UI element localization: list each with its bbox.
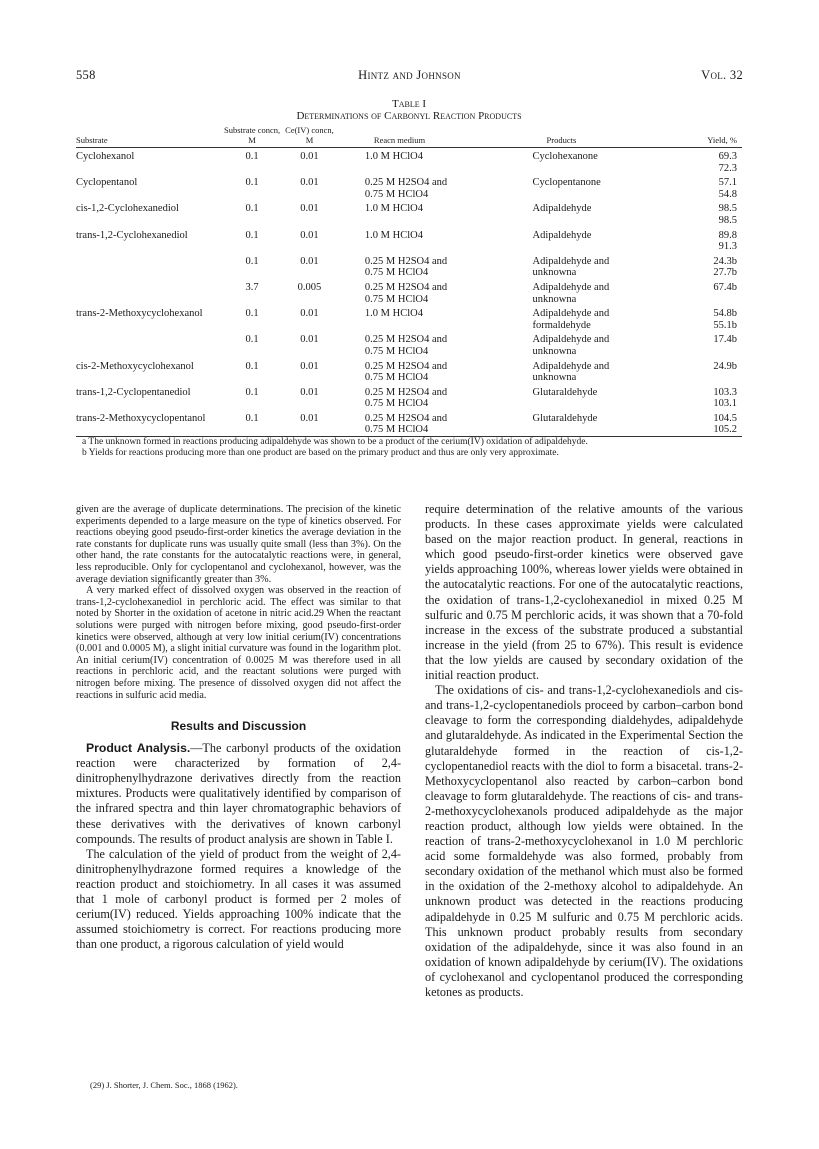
table-cell	[675, 372, 742, 384]
table-cell: 0.01	[300, 177, 319, 189]
table-cell	[338, 241, 533, 253]
table-cell: 0.1	[245, 151, 259, 162]
table-cell: 1.0 M HClO4	[364, 203, 423, 215]
table-row	[76, 346, 742, 358]
table-cell	[533, 398, 675, 410]
table-cell: 0.01	[300, 360, 319, 372]
paragraph	[76, 741, 401, 847]
table-cell: 0.75 M HClO4	[364, 372, 429, 384]
table-row	[76, 305, 742, 320]
table-row	[76, 358, 742, 373]
table-cell	[223, 398, 281, 410]
paragraph: The oxidations of cis- and trans-1,2-cyclohexanediols and cis- and trans-1,2-cyclopentanediols proceed by carbon–carbon bond cleavage to form the corresponding dialdehydes, adipaldehyde and glutaraldehyde. As indicated in the Experimental Section the glutaraldehyde formed in the reaction of cis-1,2-cyclopentanediol reacts with the diol to form a bisacetal. trans-2-Methoxycyclopentanol also reacted by carbon–carbon bond cleavage to form glutaraldehyde. The reactions of cis- and trans-2-methoxycyclohexanols produced adipaldehyde as the major reaction product, although low yields were obtained. In the reaction of trans-2-methoxycyclohexanol in 1.0 M perchloric acid some formaldehyde was also formed, probably from secondary oxidation of the methanol which must also be formed in the oxidation of the 2-methoxy alcohol to adipaldehyde. An unknown product was detected in the reactions producing adipaldehyde in 0.25 M sulfuric and 0.75 M perchloric acids. This unknown product probably results from secondary oxidation of the adipaldehyde, since it was also found in an oxidation of known adipaldehyde by cerium(IV). The oxidations of cyclohexanol and cyclopentanol produced the corresponding ketones as products.	[425, 683, 743, 999]
table-cell	[281, 398, 338, 410]
table-row	[76, 200, 742, 215]
table-cell	[223, 346, 281, 358]
table-cell: 27.7b	[713, 267, 737, 279]
table-title: Determinations of Carbonyl Reaction Products	[296, 110, 522, 122]
table-row	[76, 174, 742, 189]
table-cell: 0.25 M H2SO4 and	[364, 386, 448, 398]
table-cell: 0.1	[245, 360, 259, 372]
table-cell: unknowna	[532, 345, 577, 357]
table-row	[76, 279, 742, 294]
table-row	[76, 398, 742, 410]
table-cell: unknowna	[532, 267, 577, 279]
table-cell: 89.8	[718, 229, 737, 241]
column-header: Yield, %	[675, 126, 742, 148]
table-cell: Glutaraldehyde	[532, 412, 598, 424]
table-cell: Cyclopentanone	[532, 177, 601, 189]
table-cell	[223, 320, 281, 332]
column-header: Substrate concn, M	[223, 126, 281, 148]
table-cell	[223, 372, 281, 384]
table-cell: 0.75 M HClO4	[364, 424, 429, 436]
table-cell	[338, 320, 533, 332]
table-cell: 1.0 M HClO4	[364, 308, 423, 320]
table-cell: Cyclopentanol	[76, 177, 138, 189]
table-cell: 55.1b	[713, 319, 737, 331]
table-cell	[223, 424, 281, 436]
table-cell: 0.25 M H2SO4 and	[364, 255, 448, 267]
table-cell: 0.1	[245, 229, 259, 241]
table-cell	[533, 189, 675, 201]
table-cell	[76, 346, 223, 358]
table-cell	[76, 331, 223, 346]
table-cell	[338, 215, 533, 227]
table-cell	[281, 372, 338, 384]
table-cell: 0.01	[300, 203, 319, 215]
table-cell	[76, 372, 223, 384]
table-cell: 69.3	[718, 151, 737, 162]
table-cell	[281, 346, 338, 358]
table-cell: Adipaldehyde and	[532, 308, 610, 320]
table-cell: Adipaldehyde and	[532, 255, 610, 267]
table-cell	[281, 320, 338, 332]
table-cell: unknowna	[532, 293, 577, 305]
table-cell: 0.25 M H2SO4 and	[364, 360, 448, 372]
table-cell: 0.75 M HClO4	[364, 398, 429, 410]
table-cell: 98.5	[718, 203, 737, 215]
table-cell	[281, 267, 338, 279]
table-cell: 0.25 M H2SO4 and	[364, 177, 448, 189]
table-cell: Adipaldehyde	[532, 229, 592, 241]
table-cell: 54.8	[718, 188, 737, 200]
table-cell: 0.1	[245, 386, 259, 398]
table-row	[76, 253, 742, 268]
column-header: Substrate	[76, 126, 223, 148]
table-cell	[533, 215, 675, 227]
table-label: Table I	[391, 98, 427, 110]
table-cell	[76, 189, 223, 201]
table-row	[76, 320, 742, 332]
table-row	[76, 163, 742, 175]
footnote-b: b Yields for reactions producing more than one product are based on the primary product and thus are only very approximate.	[82, 448, 559, 459]
table-cell: trans-2-Methoxycyclopentanol	[76, 412, 206, 424]
right-column	[425, 502, 743, 1000]
table-cell	[281, 294, 338, 306]
table-cell	[533, 241, 675, 253]
table-cell	[223, 294, 281, 306]
paragraph: require determination of the relative amounts of the various products. In these cases approximate yields were calculated based on the major reaction product. In general, reactions in which good pseudo-first-order kinetics were observed gave yields approaching 100%, whereas lower yields were obtained in the autocatalytic reactions. For one of the autocatalytic reactions, the oxidation of trans-1,2-cyclohexanediol in mixed 0.25 M sulfuric and 0.75 M perchloric acids, it was shown that a 70-fold increase in the excess of the substrate produced a substantial increase in the yield (from 25 to 67%). This result is evidence that the low yields are caused by secondary oxidation of the initial reaction product.	[425, 502, 743, 683]
table-cell: 0.01	[300, 412, 319, 424]
table-cell	[223, 241, 281, 253]
table-cell: 0.01	[300, 229, 319, 241]
table-cell	[338, 163, 533, 175]
table-cell	[223, 189, 281, 201]
table-cell	[76, 215, 223, 227]
table-cell: cis-1,2-Cyclohexanediol	[76, 203, 179, 215]
table-cell: 24.3b	[713, 255, 737, 267]
table-cell	[533, 163, 675, 175]
table-cell	[76, 241, 223, 253]
table-cell: 1.0 M HClO4	[364, 151, 423, 162]
table-cell: Adipaldehyde and	[532, 334, 610, 346]
table-cell: Glutaraldehyde	[532, 386, 598, 398]
table-cell: Adipaldehyde and	[532, 281, 610, 293]
column-header: Products	[533, 126, 675, 148]
table-row	[76, 189, 742, 201]
table-row	[76, 148, 742, 163]
table-cell: Adipaldehyde and	[532, 360, 610, 372]
table-cell: 0.75 M HClO4	[364, 345, 429, 357]
table-cell: 0.75 M HClO4	[364, 267, 429, 279]
table-cell: 104.5	[713, 412, 737, 424]
table-cell: Cyclohexanol	[76, 151, 135, 162]
table-cell	[675, 294, 742, 306]
table-cell	[281, 424, 338, 436]
footnote-a: a The unknown formed in reactions producing adipaldehyde was shown to be a product of the cerium(IV) oxidation of adipaldehyde.	[82, 437, 588, 448]
table-cell: 0.1	[245, 255, 259, 267]
table-cell	[223, 267, 281, 279]
table-cell: 1.0 M HClO4	[364, 229, 423, 241]
table-row	[76, 294, 742, 306]
table-1	[76, 98, 742, 459]
table-row	[76, 227, 742, 242]
table-cell	[675, 346, 742, 358]
table-cell	[76, 398, 223, 410]
table-cell	[281, 215, 338, 227]
table-cell	[281, 163, 338, 175]
table-row	[76, 424, 742, 436]
table-cell: 105.2	[713, 424, 737, 436]
table-cell: 0.25 M H2SO4 and	[364, 334, 448, 346]
table-cell: formaldehyde	[532, 319, 591, 331]
table-cell: 0.01	[300, 308, 319, 320]
page-number: 558	[76, 68, 96, 82]
table-cell: 67.4b	[713, 281, 737, 293]
paragraph-text: —The carbonyl products of the oxidation reaction were characterized by formation of 2,4-dinitrophenylhydrazone derivatives directly from the reaction mixtures. Products were qualitatively identified by comparison of the infrared spectra and thin layer chromatographic behaviors of these derivatives with the derivatives of known carbonyl compounds. The results of product analysis are shown in Table I.	[76, 741, 401, 846]
run-in-heading: Product Analysis.	[86, 741, 191, 756]
table-cell: 0.1	[245, 177, 259, 189]
column-header: Ce(IV) concn, M	[281, 126, 338, 148]
table-cell: 0.01	[300, 255, 319, 267]
table-cell: trans-2-Methoxycyclohexanol	[76, 308, 203, 320]
table-cell: 72.3	[718, 162, 737, 174]
table-cell	[223, 215, 281, 227]
table-cell	[281, 189, 338, 201]
table-cell: 24.9b	[713, 360, 737, 372]
table-cell	[223, 163, 281, 175]
reference: (29) J. Shorter, J. Chem. Soc., 1868 (1962).	[90, 1080, 238, 1090]
table-cell: trans-1,2-Cyclopentanediol	[76, 386, 191, 398]
table-cell: 0.1	[245, 308, 259, 320]
table-cell: 0.75 M HClO4	[364, 188, 429, 200]
paragraph: A very marked effect of dissolved oxygen was observed in the reaction of trans-1,2-cyclohexanediol in perchloric acid. The effect was similar to that noted by Shorter in the oxidation of acetone in nitric acid.29 When the reactant solutions were purged with nitrogen before mixing, good pseudo-first-order kinetics were observed, although at very low initial cerium(IV) concentrations (0.001 and 0.0005 M), a slight initial curvature was found in the logarithm plot. An initial cerium(IV) concentration of 0.0025 M was therefore used in all reactions in perchloric acid, and the reactant solutions were purged with nitrogen before mixing. The presence of dissolved oxygen did not affect the reactions in sulfuric acid media.	[76, 585, 401, 701]
table-cell	[533, 424, 675, 436]
column-header: Reacn medium	[338, 126, 533, 148]
table-cell	[76, 163, 223, 175]
table-cell: 0.75 M HClO4	[364, 293, 429, 305]
table-cell: 0.01	[300, 386, 319, 398]
left-column	[76, 504, 401, 952]
table-cell: 57.1	[718, 177, 737, 189]
table-cell: 0.1	[245, 203, 259, 215]
products-table	[76, 126, 742, 436]
table-cell: 0.25 M H2SO4 and	[364, 412, 448, 424]
section-heading: Results and Discussion	[170, 719, 307, 734]
volume-label: Vol. 32	[701, 68, 743, 82]
table-cell: 17.4b	[713, 334, 737, 346]
table-cell: unknowna	[532, 372, 577, 384]
table-cell	[76, 320, 223, 332]
table-cell: 3.7	[245, 281, 259, 293]
table-cell: cis-2-Methoxycyclohexanol	[76, 360, 194, 372]
table-cell: 0.005	[297, 281, 322, 293]
table-cell	[76, 279, 223, 294]
table-cell	[76, 424, 223, 436]
table-cell	[76, 267, 223, 279]
table-cell: 0.01	[300, 334, 319, 346]
table-cell: 91.3	[718, 241, 737, 253]
table-cell: 0.1	[245, 334, 259, 346]
table-row	[76, 372, 742, 384]
table-cell: Adipaldehyde	[532, 203, 592, 215]
paragraph: given are the average of duplicate determinations. The precision of the kinetic experiments depended to a large measure on the type of kinetics observed. For reactions obeying good pseudo-first-order kinetics the average deviation in the rate constants for duplicate runs was usually quite small (less than 3%). On the other hand, the rate constants for the autocatalytic reactions were, in general, less reproducible. Only for cyclopentanol and cyclohexanol, however, was the average deviation significantly greater than 3%.	[76, 504, 401, 585]
table-cell	[76, 294, 223, 306]
table-cell: 103.3	[713, 386, 737, 398]
table-cell: 0.01	[300, 151, 319, 162]
table-cell	[281, 241, 338, 253]
table-cell: trans-1,2-Cyclohexanediol	[76, 229, 188, 241]
table-cell: 0.25 M H2SO4 and	[364, 281, 448, 293]
table-cell: 98.5	[718, 214, 737, 226]
table-cell: Cyclohexanone	[532, 151, 598, 162]
table-cell: 103.1	[713, 398, 737, 410]
table-row	[76, 410, 742, 425]
paragraph: The calculation of the yield of product from the weight of 2,4-dinitrophenylhydrazone formed requires a knowledge of the reaction product and stoichiometry. In all cases it was assumed that 1 mole of carbonyl product is formed per 2 moles of cerium(IV) reduced. Yields approaching 100% indicate that the assumed stoichiometry is correct. For reactions producing more than one product, a rigorous calculation of yield would	[76, 846, 401, 952]
running-title: Hintz and Johnson	[358, 68, 461, 82]
table-row	[76, 267, 742, 279]
table-cell: 54.8b	[713, 308, 737, 320]
table-row	[76, 215, 742, 227]
table-row	[76, 331, 742, 346]
table-row	[76, 241, 742, 253]
table-row	[76, 384, 742, 399]
table-cell: 0.1	[245, 412, 259, 424]
table-cell	[76, 253, 223, 268]
